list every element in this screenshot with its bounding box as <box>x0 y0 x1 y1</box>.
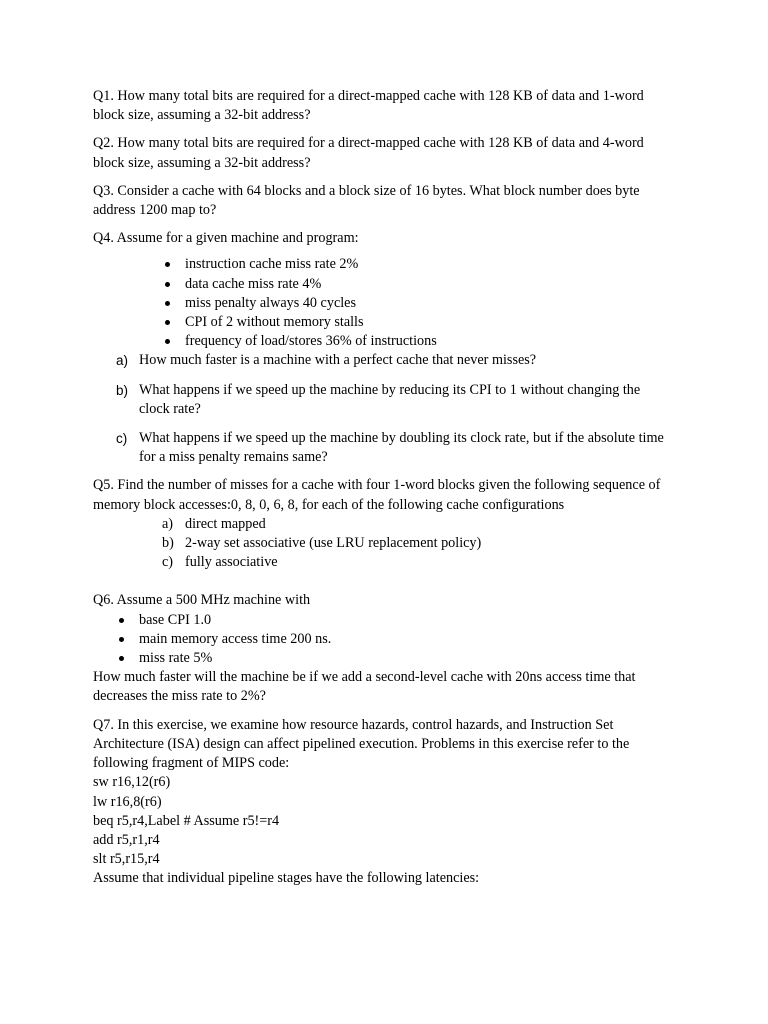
question-6-intro: Q6. Assume a 500 MHz machine with <box>93 592 311 609</box>
question-3: Q3. Consider a cache with 64 blocks and a block size of 16 bytes. What block number does byte address 1200 map to? <box>93 182 640 219</box>
code-line: sw r16,12(r6) <box>93 774 171 791</box>
list-item: CPI of 2 without memory stalls <box>185 313 673 332</box>
code-line: beq r5,r4,Label # Assume r5!=r4 <box>93 812 280 829</box>
question-6-question: How much faster will the machine be if we add a second-level cache with 20ns access time that decreases the miss rate to 2%? <box>93 669 636 705</box>
question-4 <box>93 229 673 467</box>
question-4-part-a <box>116 351 673 370</box>
list-item: frequency of load/stores 36% of instructions <box>185 332 673 351</box>
part-text: What happens if we speed up the machine by doubling its clock rate, but if the absolute time for a miss penalty remains same? <box>139 430 664 466</box>
part-text: 2-way set associative (use LRU replacement policy) <box>185 535 482 552</box>
part-label: b) <box>162 535 174 552</box>
mips-code-block <box>93 773 673 869</box>
list-item: main memory access time 200 ns. <box>139 630 673 649</box>
question-5-part-b <box>162 534 673 553</box>
question-6 <box>93 591 673 706</box>
question-7 <box>93 716 673 889</box>
part-label: c) <box>116 431 128 447</box>
code-line: lw r16,8(r6) <box>93 793 162 810</box>
part-label: a) <box>162 515 174 532</box>
part-text: fully associative <box>185 554 278 571</box>
question-7-intro: Q7. In this exercise, we examine how resource hazards, control hazards, and Instruction Set Architecture (ISA) design can affect pipelined execution. Problems in this exercise refer to the following fragment of MIPS code: <box>93 716 630 772</box>
code-line: slt r5,r15,r4 <box>93 851 160 868</box>
question-4-part-b <box>116 381 673 419</box>
question-7-closing: Assume that individual pipeline stages have the following latencies: <box>93 870 480 887</box>
part-text: What happens if we speed up the machine by reducing its CPI to 1 without changing the clock rate? <box>139 381 641 417</box>
part-text: How much faster is a machine with a perfect cache that never misses? <box>139 352 537 369</box>
question-2: Q2. How many total bits are required for a direct-mapped cache with 128 KB of data and 4-word block size, assuming a 32-bit address? <box>93 135 644 171</box>
document-body <box>93 87 673 889</box>
part-text: direct mapped <box>185 515 266 532</box>
code-line: add r5,r1,r4 <box>93 831 160 848</box>
part-label: c) <box>162 554 174 571</box>
question-6-bullets <box>93 611 673 669</box>
question-5-intro: Q5. Find the number of misses for a cache with four 1-word blocks given the following sequence of memory block accesses:0, 8, 0, 6, 8, for each of the following cache configurations <box>93 477 661 513</box>
part-label: b) <box>116 382 129 398</box>
question-5-part-a <box>162 515 673 534</box>
question-1: Q1. How many total bits are required for a direct-mapped cache with 128 KB of data and 1-word block size, assuming a 32-bit address? <box>93 88 644 124</box>
list-item: data cache miss rate 4% <box>185 275 673 294</box>
part-label: a) <box>116 353 129 369</box>
question-5 <box>93 476 673 572</box>
question-5-part-c <box>162 553 673 572</box>
list-item: miss penalty always 40 cycles <box>185 294 673 313</box>
list-item: instruction cache miss rate 2% <box>185 255 673 274</box>
question-4-bullets <box>93 255 673 351</box>
list-item: base CPI 1.0 <box>139 611 673 630</box>
list-item: miss rate 5% <box>139 649 673 668</box>
question-4-intro: Q4. Assume for a given machine and program: <box>93 230 359 247</box>
question-4-part-c <box>116 429 673 467</box>
